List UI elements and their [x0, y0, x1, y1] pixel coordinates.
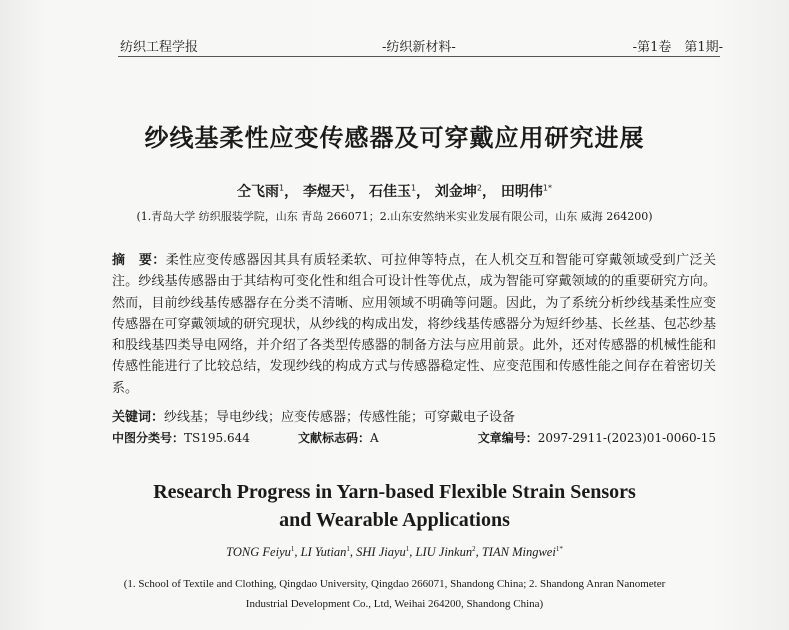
title-english-line1: Research Progress in Yarn-based Flexible Strain Sensors — [153, 481, 636, 503]
author-sup: 1 — [410, 183, 417, 193]
author-en: TONG Feiyu — [226, 545, 291, 560]
author-sup: 2 — [476, 183, 483, 193]
volume-issue: -第1卷 第1期- — [632, 40, 723, 55]
abstract-text: 柔性应变传感器因其具有质轻柔软、可拉伸等特点，在人机交互和智能可穿戴领域受到广泛关注。纱线基传感器由于其结构可变化性和组合可设计性等优点，成为智能可穿戴领域的的重要研究方向。然而，目前纱线基传感器存在分类不清晰、应用领域不明确等问题。因此，为了系统分析纱线基柔性应变传感器在可穿戴领域的研究现状，从纱线的构成出发，将纱线基传感器分为短纤纱基、长丝基、包芯纱基和股线基四类导电网络，并介绍了各类型传感器的制备方法与应用前景。此外，还对传感器的机械性能和传感性能进行了比较总结，发现纱线的构成方式与传感器稳定性、应变范围和传感性能之间存在着密切关系。 — [112, 253, 716, 396]
author-sup: 1 — [290, 545, 295, 553]
author-en: LI Yutian — [300, 545, 347, 560]
authors-english: TONG Feiyu$^1$, LI Yutian$^1$, SHI Jiayu$^1$, LIU Jinkun$^2$, TIAN Mingwei$^{1*}$ — [226, 545, 563, 560]
author-cn: 刘金坤 — [434, 184, 477, 200]
author-sup: 1* — [542, 183, 552, 193]
clc-number — [112, 429, 250, 446]
abstract-label: 摘 要： — [112, 253, 166, 268]
author-cn: 李煜天 — [302, 184, 345, 200]
document-code — [298, 429, 379, 446]
author-sup: 2 — [472, 545, 476, 553]
doc-label: 文献标志码： — [298, 431, 371, 445]
clc-label: 中图分类号： — [112, 431, 185, 445]
article-value: 2097-2911-(2023)01-0060-15 — [537, 431, 716, 445]
affiliation-chinese: (1.青岛大学 纺织服装学院，山东 青岛 266071；2.山东安然纳米实业发展有限公司，山东 威海 264200) — [136, 210, 653, 223]
article-label: 文章编号： — [477, 431, 538, 445]
author-cn: 田明伟 — [500, 184, 543, 200]
keywords-label: 关键词： — [112, 410, 165, 425]
author-sup: 1 — [344, 183, 351, 193]
affiliation-english-line2: Industrial Development Co., Ltd, Weihai 264200, Shandong China) — [245, 598, 544, 610]
author-sup: 1 — [346, 545, 350, 553]
header-rule — [118, 56, 720, 57]
clc-value: TS195.644 — [184, 431, 250, 445]
title-english — [0, 478, 789, 534]
author-sup: 1 — [405, 545, 410, 553]
title-english-line2: and Wearable Applications — [279, 509, 510, 531]
affiliation-english-line1: (1. School of Textile and Clothing, Qingdao University, Qingdao 266071, Shandong China; 2. Shandong Anran Nanometer — [123, 578, 666, 590]
article-number — [478, 429, 716, 446]
title-chinese: 纱线基柔性应变传感器及可穿戴应用研究进展 — [144, 124, 645, 152]
author-sup: 1* — [555, 545, 563, 553]
section-name: -纺织新材料- — [382, 40, 456, 55]
keywords — [112, 406, 716, 425]
journal-name: 纺织工程学报 — [120, 40, 199, 55]
author-en: LIU Jinkun — [415, 545, 473, 560]
affiliation-english — [0, 574, 789, 614]
author-en: SHI Jiayu — [356, 545, 406, 560]
authors-chinese: 仝飞雨$^1$， 李煜天$^1$， 石佳玉$^1$， 刘金坤$^2$， 田明伟$^{1*}$ — [237, 183, 552, 200]
author-en: TIAN Mingwei — [481, 545, 556, 560]
keywords-text: 纱线基；导电纱线；应变传感器；传感性能；可穿戴电子设备 — [164, 410, 516, 425]
author-cn: 石佳玉 — [368, 184, 411, 200]
author-sup: 1 — [279, 183, 285, 193]
author-cn: 仝飞雨 — [237, 184, 280, 200]
abstract — [112, 250, 716, 399]
doc-value: A — [370, 431, 379, 445]
